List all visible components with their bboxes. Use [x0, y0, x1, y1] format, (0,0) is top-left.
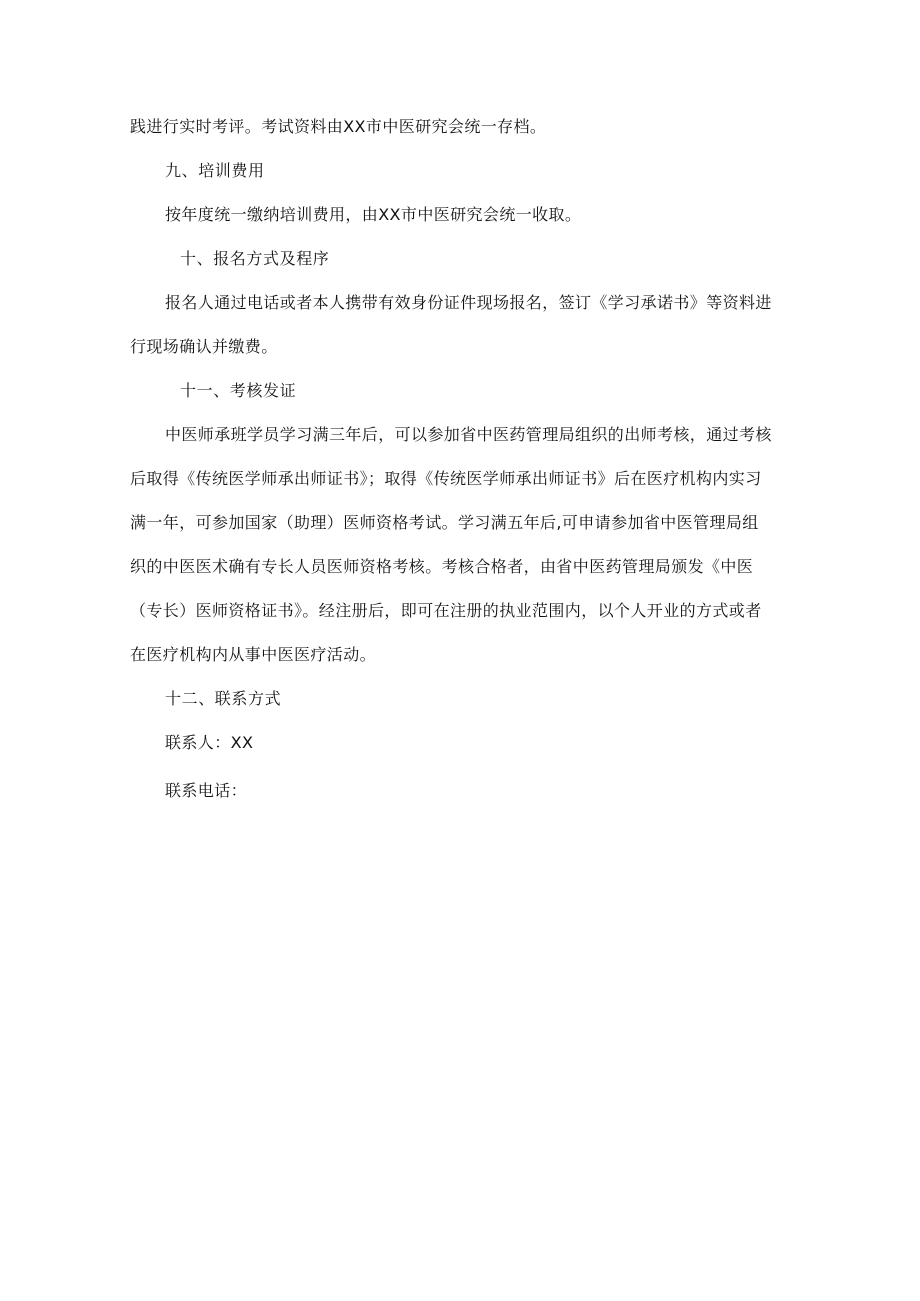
paragraph-line-exam-archive: 践进行实时考评。考试资料由XX市中医研究会统一存档。: [130, 117, 547, 136]
paragraph-line-registration-2: 行现场确认并缴费。: [130, 337, 278, 356]
paragraph-line-assessment-2: 后取得《传统医学师承出师证书》；取得《传统医学师承出师证书》后在医疗机构内实习: [130, 469, 762, 488]
section-heading-contact: 十二、联系方式: [165, 689, 282, 708]
paragraph-line-assessment-6: 在医疗机构内从事中医医疗活动。: [130, 645, 377, 664]
paragraph-line-assessment-5: （专长）医师资格证书》。经注册后，即可在注册的执业范围内，以个人开业的方式或者: [130, 601, 762, 620]
paragraph-line-assessment-1: 中医师承班学员学习满三年后，可以参加省中医药管理局组织的出师考核，通过考核: [165, 425, 772, 444]
paragraph-line-assessment-4: 织的中医医术确有专长人员医师资格考核。考核合格者，由省中医药管理局颁发《中医: [130, 557, 754, 576]
contact-person: 联系人：XX: [165, 733, 254, 752]
section-heading-registration: 十、报名方式及程序: [180, 249, 330, 268]
paragraph-line-assessment-3: 满一年，可参加国家（助理）医师资格考试。学习满五年后,可申请参加省中医管理局组: [130, 513, 759, 532]
section-heading-training-fee: 九、培训费用: [165, 161, 265, 180]
paragraph-line-fee: 按年度统一缴纳培训费用，由XX市中医研究会统一收取。: [165, 205, 582, 224]
contact-phone: 联系电话：: [165, 781, 248, 800]
paragraph-line-registration-1: 报名人通过电话或者本人携带有效身份证件现场报名，签订《学习承诺书》等资料进: [165, 293, 772, 312]
section-heading-assessment: 十一、考核发证: [180, 381, 297, 400]
